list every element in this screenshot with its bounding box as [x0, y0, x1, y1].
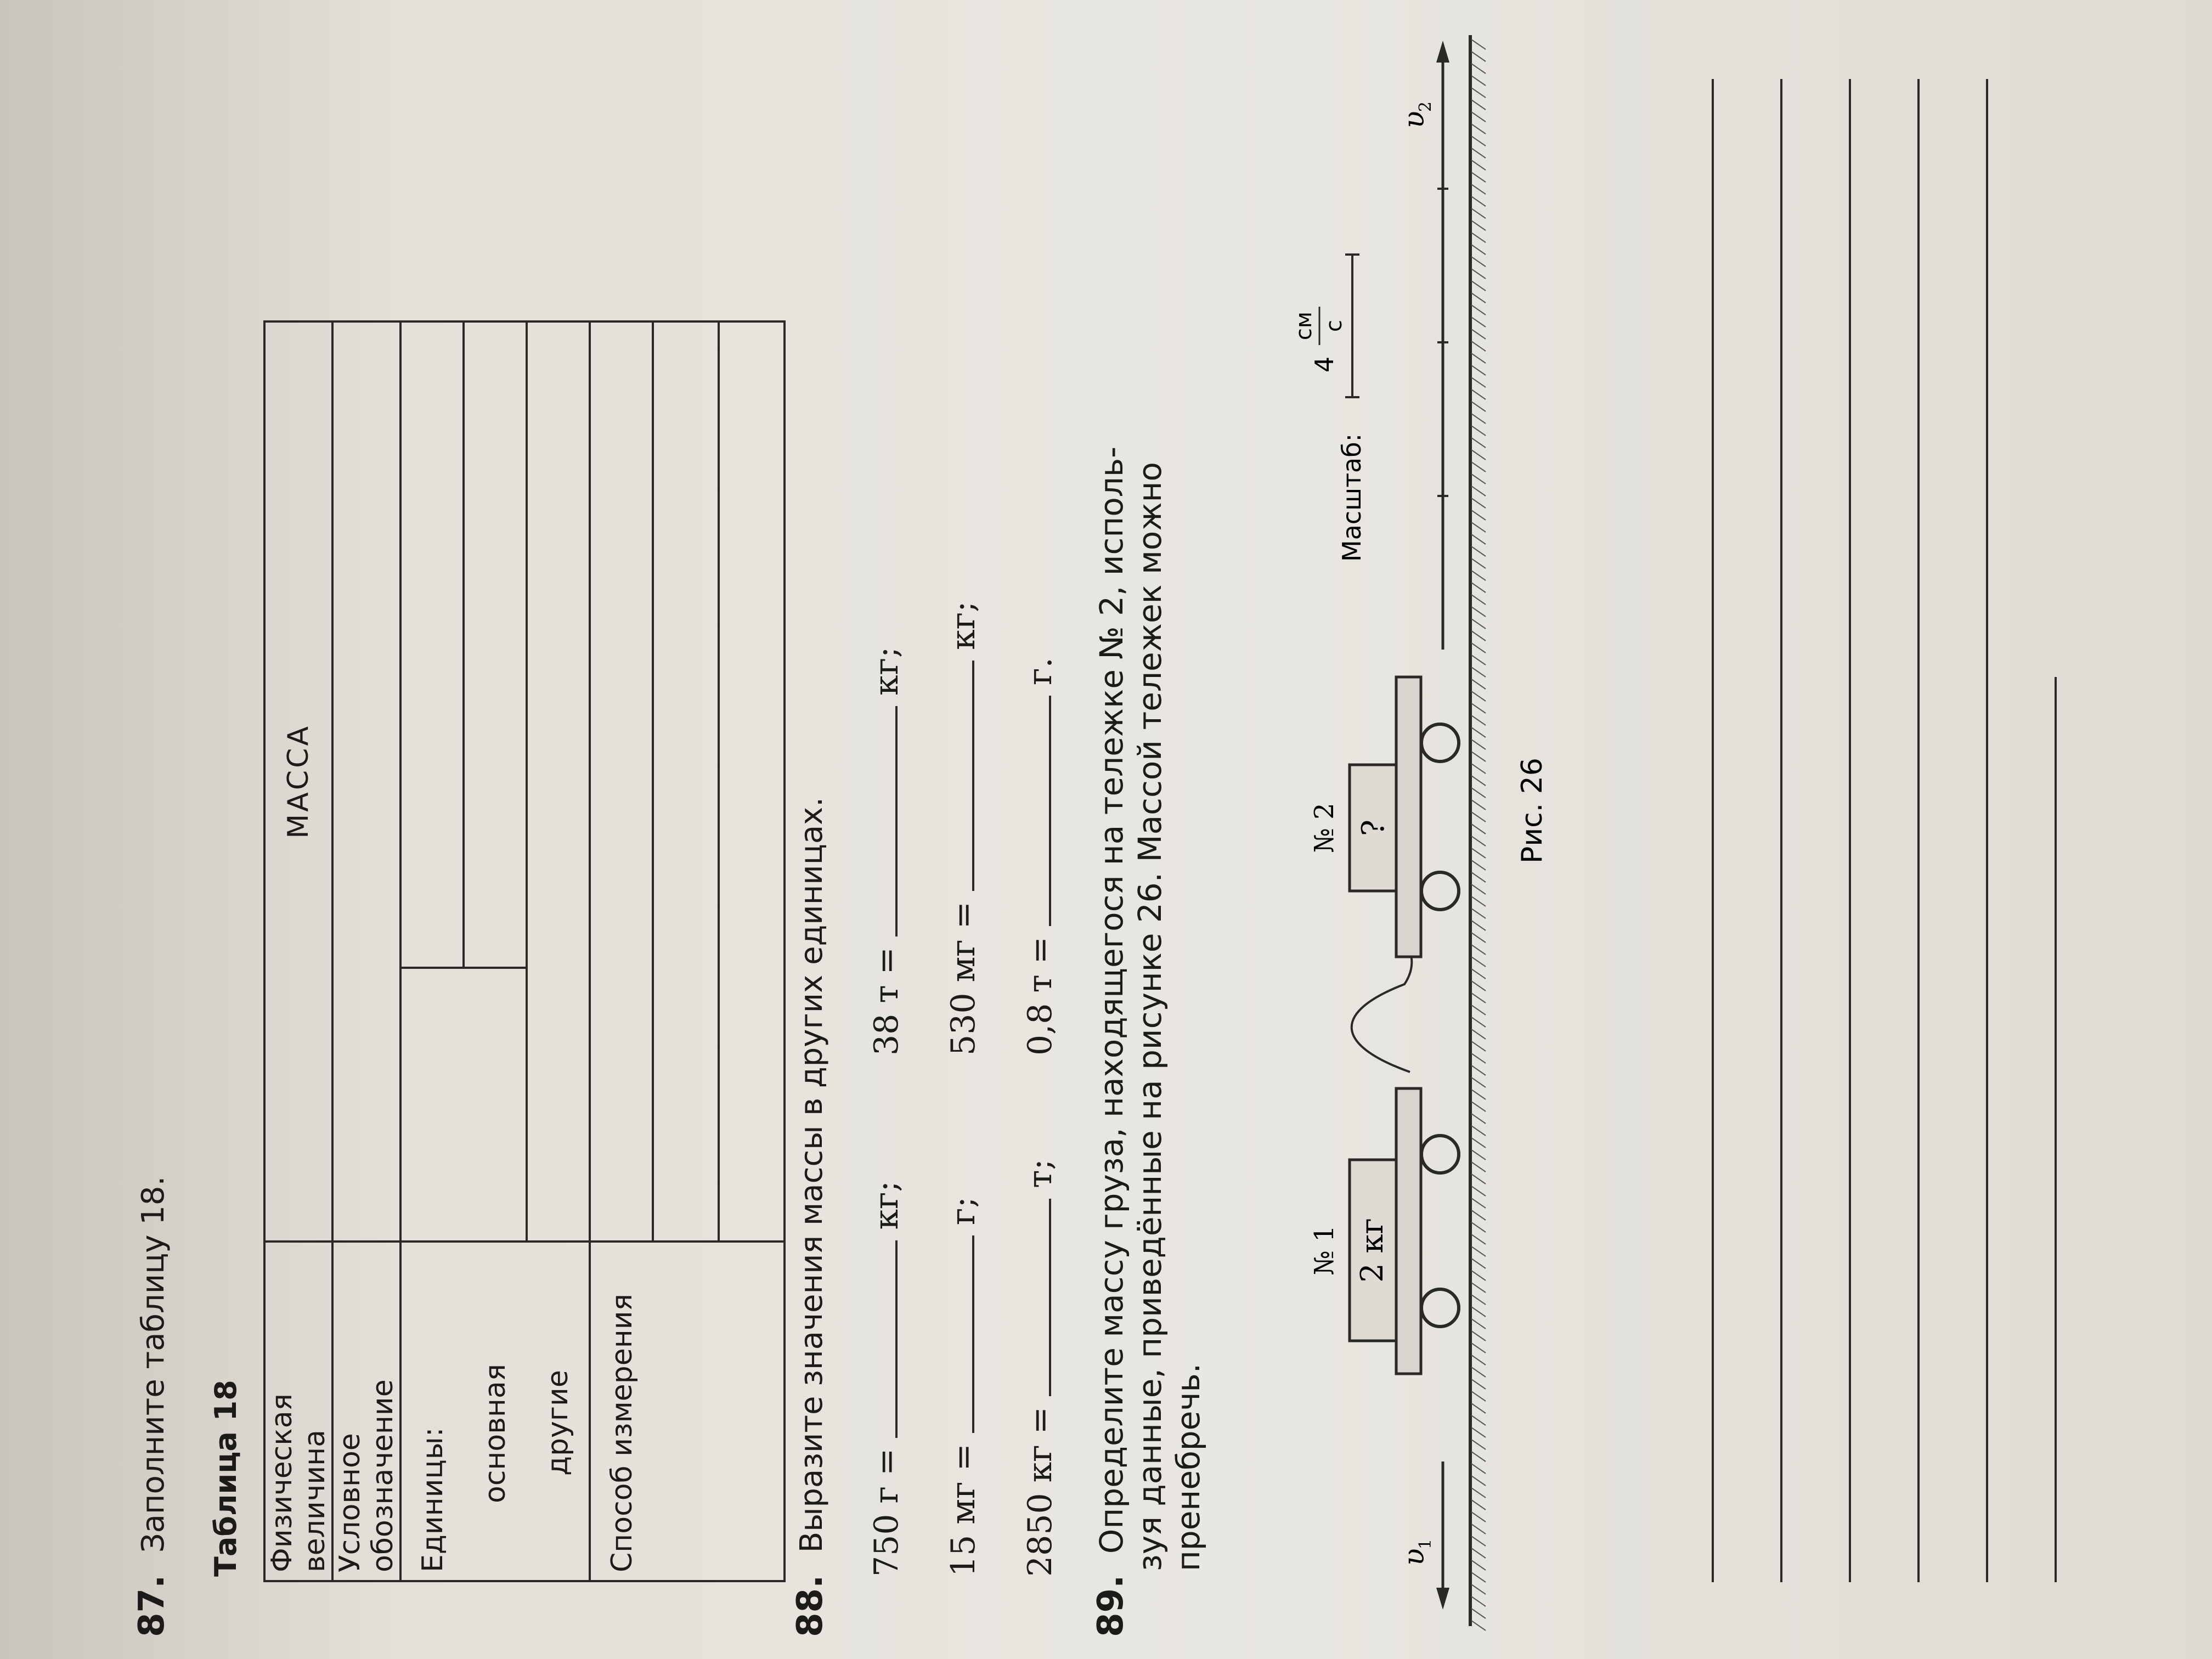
answer-line[interactable] — [1849, 79, 1851, 1582]
cell-measurement-3[interactable] — [719, 321, 785, 1242]
answer-line[interactable] — [1986, 79, 1988, 1582]
cell-units-main-a[interactable] — [400, 968, 464, 1242]
spring-thread — [1352, 951, 1412, 1072]
conversion-left: 530 мг = — [944, 901, 983, 1056]
cell-symbol[interactable] — [332, 321, 400, 1242]
cart-2-platform — [1396, 677, 1421, 957]
conversion-unit: кг; — [944, 601, 983, 650]
table-row — [527, 321, 590, 1581]
table-row — [719, 321, 785, 1581]
conversion-unit: кг; — [867, 646, 906, 696]
conversion-left: 38 т = — [867, 947, 906, 1056]
task-89-number: 89. — [1091, 1575, 1131, 1637]
v2-label: υ — [1398, 111, 1431, 128]
velocity-2-arrow — [1398, 41, 1449, 650]
conversion-unit: кг; — [867, 1181, 906, 1230]
conversion-left: 2850 кг = — [1021, 1406, 1059, 1577]
scale-legend — [1291, 255, 1367, 562]
conversion-row — [867, 1181, 906, 1577]
cart-1-label: № 1 — [1309, 1225, 1340, 1276]
task-89 — [1092, 447, 1207, 1637]
task-87-text: Заполните таблицу 18. — [136, 1176, 171, 1553]
cell-units-other-b[interactable] — [464, 321, 527, 968]
answer-blank[interactable] — [1020, 1199, 1051, 1396]
conversion-unit: г. — [1021, 657, 1059, 685]
scale-value: 4 — [1310, 356, 1339, 373]
conversion-row — [1020, 657, 1059, 1056]
task-87-number: 87. — [132, 1575, 172, 1637]
row-label-physical-quantity: Физическая величина — [264, 1242, 332, 1581]
cell-units-other[interactable] — [527, 321, 590, 1242]
cart-2 — [1309, 677, 1459, 957]
row-label-units-other: другие — [527, 1242, 590, 1581]
conversion-left: 0,8 т = — [1021, 936, 1059, 1056]
task-89-line-3: пренебречь. — [1170, 1363, 1207, 1571]
row-label-measurement: Способ измерения — [590, 1242, 653, 1581]
table-row — [264, 321, 332, 1581]
task-88 — [790, 797, 831, 1637]
scale-unit-denominator: с — [1322, 320, 1347, 332]
table-row — [464, 321, 527, 1581]
conversion-unit: г; — [944, 1197, 983, 1225]
answer-line[interactable] — [1780, 79, 1782, 1582]
cart-1-wheel-left — [1421, 1289, 1459, 1327]
task-87 — [132, 1176, 172, 1637]
answer-blank[interactable] — [944, 1235, 974, 1433]
table-row — [653, 321, 719, 1581]
table-row — [400, 321, 464, 1581]
cart-1 — [1309, 1088, 1459, 1374]
task-89-line-1: Определите массу груза, находящегося на тележке № 2, исполь- — [1093, 446, 1130, 1554]
cell-units-main-b[interactable] — [400, 321, 464, 968]
task-88-text: Выразите значения массы в других единицах. — [794, 797, 830, 1553]
v2-subscript: 2 — [1416, 101, 1435, 112]
task-89-line-2: зуя данные, приведённые на рисунке 26. Массой тележек можно — [1131, 461, 1169, 1571]
cart-2-wheel-left — [1421, 872, 1459, 910]
table-row — [590, 321, 653, 1581]
cart-1-mass: 2 кг — [1355, 1218, 1390, 1283]
answer-blank[interactable] — [867, 706, 898, 936]
row-label-units: Единицы: — [400, 1242, 464, 1581]
answer-line[interactable] — [2055, 677, 2057, 1582]
cart-2-label: № 2 — [1309, 803, 1340, 853]
conversion-row — [944, 601, 983, 1056]
row-label-units-main: основная — [464, 1242, 527, 1581]
v1-label: υ — [1398, 1548, 1431, 1566]
velocity-1-arrow — [1398, 1462, 1449, 1610]
conversion-row — [944, 1197, 983, 1577]
cart-1-wheel-right — [1421, 1136, 1459, 1173]
table-18 — [263, 320, 786, 1582]
table-row — [332, 321, 400, 1581]
cell-measurement-1[interactable] — [590, 321, 653, 1242]
answer-blank[interactable] — [1020, 696, 1051, 926]
row-label-symbol: Условное обозначение — [332, 1242, 400, 1581]
answer-blank[interactable] — [944, 661, 974, 891]
answer-line[interactable] — [1917, 79, 1920, 1582]
header-mass: МАССА — [264, 321, 332, 1242]
scale-unit-numerator: см — [1291, 311, 1317, 341]
conversion-left: 750 г = — [867, 1448, 906, 1577]
figure-26 — [1223, 13, 1564, 1659]
conversion-row — [867, 647, 906, 1056]
cart-1-platform — [1396, 1088, 1421, 1374]
v1-subscript: 1 — [1416, 1538, 1435, 1549]
cart-2-mass: ? — [1356, 819, 1391, 837]
answer-line[interactable] — [1712, 79, 1714, 1582]
figure-caption: Рис. 26 — [1516, 758, 1549, 864]
ground-hatching — [1471, 40, 1486, 1630]
conversion-row — [1020, 1159, 1059, 1577]
task-88-number: 88. — [790, 1575, 831, 1637]
cell-measurement-2[interactable] — [653, 321, 719, 1242]
table-title: Таблица 18 — [208, 1380, 243, 1577]
conversion-left: 15 мг = — [944, 1443, 983, 1577]
scale-label: Масштаб: — [1337, 433, 1367, 562]
conversion-unit: т; — [1021, 1159, 1059, 1188]
cart-2-wheel-right — [1421, 724, 1459, 761]
cell-units-other-a[interactable] — [464, 968, 527, 1242]
answer-blank[interactable] — [867, 1240, 898, 1438]
